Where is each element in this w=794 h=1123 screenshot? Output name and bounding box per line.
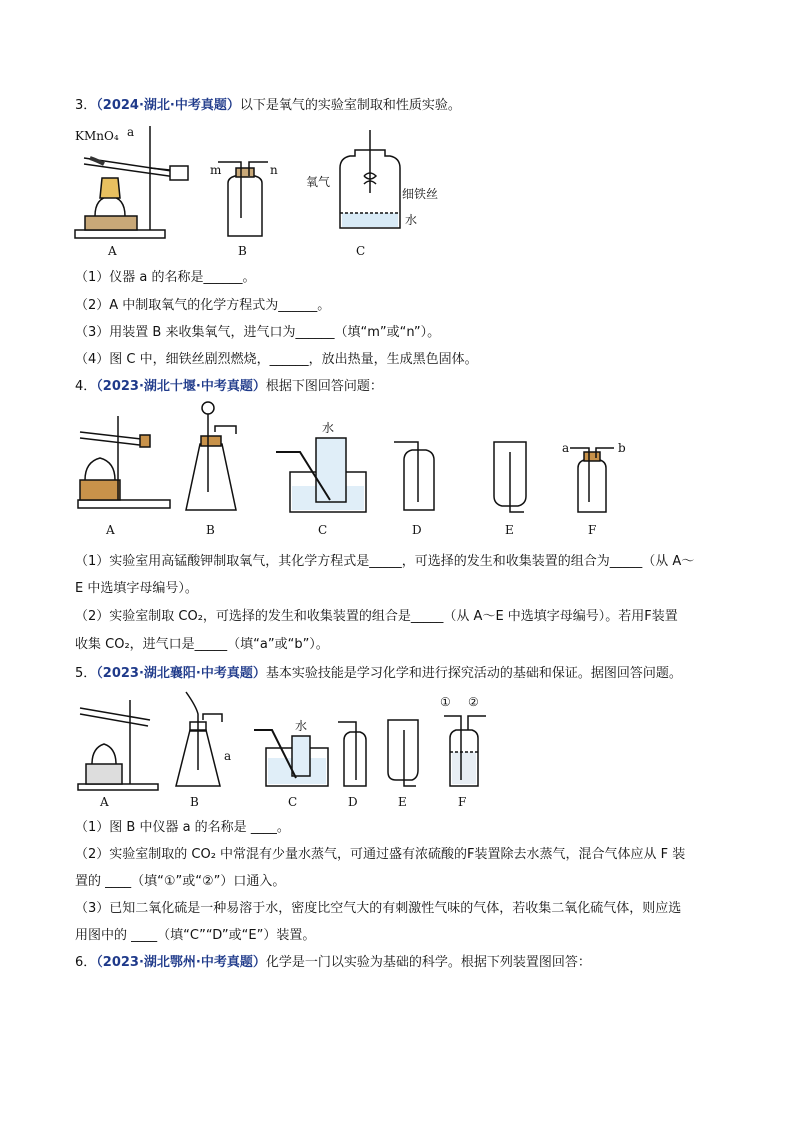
q4-source: （2023·湖北十堰·中考真题） — [96, 379, 266, 394]
q5-label-D: D — [348, 795, 358, 809]
q3-stem-line — [75, 96, 461, 116]
q4-apparatus-a — [78, 416, 170, 508]
q3-part-2: （2）A 中制取氧气的化学方程式为______。 — [75, 298, 331, 313]
q4-stem-line — [75, 377, 383, 397]
q4-part-2b: 收集 CO₂，进气口是_____（填“a”或“b”）。 — [75, 637, 329, 652]
q3-part-1: （1）仪器 a 的名称是______。 — [75, 270, 256, 285]
q6-stem: 化学是一门以实验为基础的科学。根据下列装置图回答： — [265, 955, 591, 970]
q4-label-D: D — [412, 523, 422, 537]
q4-label-a: a — [562, 441, 570, 455]
q4-number: 4． — [75, 379, 97, 394]
q5-apparatus-f — [444, 716, 486, 786]
q3-label-water: 水 — [405, 213, 418, 227]
q5-label-a: a — [224, 749, 232, 763]
q3-part-4: （4）图 C 中，细铁丝剧烈燃烧，______，放出热量，生成黑色固体。 — [75, 352, 478, 367]
q4-part-1a: （1）实验室用高锰酸钾制取氧气，其化学方程式是_____，可选择的发生和收集装置的组合为_____（从 A～ — [75, 554, 695, 569]
q5-label-C: C — [288, 795, 298, 809]
q5-stem: 基本实验技能是学习化学和进行探究活动的基础和保证。据图回答问题。 — [265, 666, 682, 681]
q4-stem: 根据下图回答问题： — [265, 379, 383, 394]
q5-apparatus-c — [254, 730, 328, 786]
q4-label-F: F — [588, 523, 597, 537]
q4-apparatus-c — [276, 438, 366, 512]
q3-apparatus-c — [340, 130, 400, 228]
q5-label-circle1: ① — [440, 695, 451, 709]
q4-part-2a: （2）实验室制取 CO₂，可选择的发生和收集装置的组合是_____（从 A～E 中选填字母编号）。若用F装置 — [75, 609, 678, 624]
q5-part-1: （1）图 B 中仪器 a 的名称是 ____。 — [75, 820, 290, 835]
q5-label-water: 水 — [295, 719, 308, 733]
q5-apparatus-d — [338, 722, 366, 786]
q5-part-3b: 用图中的 ____（填“C”“D”或“E”）装置。 — [75, 928, 316, 943]
q3-label-m: m — [210, 163, 222, 177]
q5-stem-line — [75, 664, 682, 684]
q3-label-A: A — [108, 244, 117, 258]
q5-part-2a: （2）实验室制取的 CO₂ 中常混有少量水蒸气，可通过盛有浓硫酸的F装置除去水蒸气，混合气体应从 F 装 — [75, 847, 686, 862]
q3-figure — [0, 118, 794, 278]
q3-label-C: C — [356, 244, 366, 258]
q4-part-1b: E 中选填字母编号）。 — [75, 581, 198, 596]
q5-part-3a: （3）已知二氧化硫是一种易溶于水，密度比空气大的有刺激性气味的气体，若收集二氧化硫气体，则应选 — [75, 901, 682, 916]
q3-label-iron: 细铁丝 — [402, 187, 439, 201]
q4-label-E: E — [505, 523, 514, 537]
q5-label-E: E — [398, 795, 407, 809]
q4-label-B: B — [206, 523, 215, 537]
q3-part-3: （3）用装置 B 来收集氧气，进气口为______（填“m”或“n”）。 — [75, 325, 441, 340]
q5-label-A: A — [100, 795, 109, 809]
q4-label-water: 水 — [322, 421, 335, 435]
q3-label-oxygen: 氧气 — [306, 175, 331, 189]
q3-apparatus-b — [218, 162, 268, 236]
q4-apparatus-e — [494, 442, 526, 512]
q6-number: 6． — [75, 955, 97, 970]
q5-part-2b: 置的 ____（填“①”或“②”）口通入。 — [75, 874, 286, 889]
q4-label-b: b — [618, 441, 626, 455]
q5-figure — [0, 690, 794, 820]
q3-number: 3． — [75, 98, 97, 113]
q4-label-C: C — [318, 523, 328, 537]
q5-apparatus-a — [78, 700, 158, 790]
q5-apparatus-e — [388, 720, 418, 786]
q3-source: （2024·湖北·中考真题） — [96, 98, 240, 113]
q4-apparatus-d — [394, 442, 434, 510]
q3-label-a-tube: a — [127, 125, 135, 139]
q3-label-B: B — [238, 244, 247, 258]
q5-label-B: B — [190, 795, 199, 809]
q5-source: （2023·湖北襄阳·中考真题） — [96, 666, 266, 681]
q3-label-n: n — [270, 163, 278, 177]
q3-label-kmno4: KMnO₄ — [75, 129, 119, 143]
q6-source: （2023·湖北鄂州·中考真题） — [96, 955, 266, 970]
q6-stem-line — [75, 953, 591, 973]
q4-figure — [0, 402, 794, 542]
q5-apparatus-b — [176, 692, 222, 786]
q4-label-A: A — [106, 523, 115, 537]
q5-number: 5． — [75, 666, 97, 681]
q5-label-F: F — [458, 795, 467, 809]
q5-label-circle2: ② — [468, 695, 479, 709]
q4-apparatus-f — [570, 448, 614, 512]
q3-stem: 以下是氧气的实验室制取和性质实验。 — [239, 98, 461, 113]
q4-apparatus-b — [186, 402, 236, 510]
